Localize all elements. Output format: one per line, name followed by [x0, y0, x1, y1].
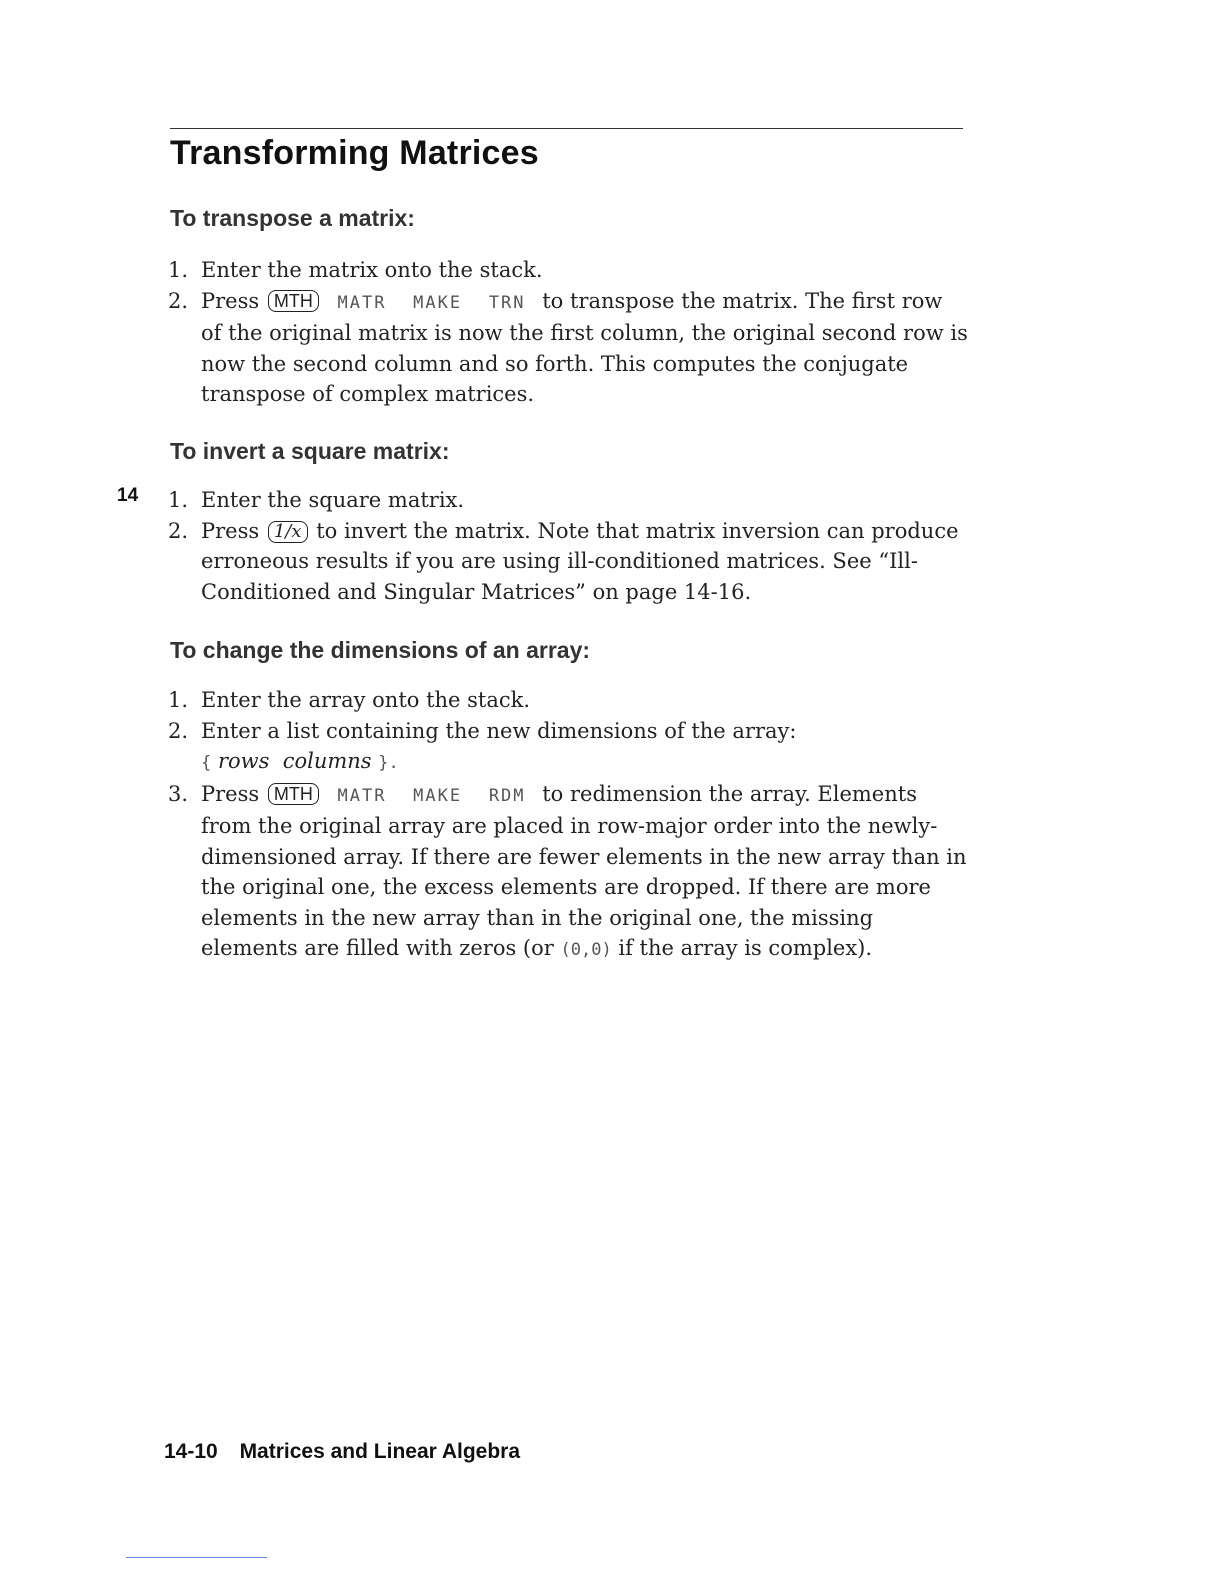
menu-label-rdm: RDM [488, 785, 526, 806]
menu-label-make: MAKE [413, 292, 463, 313]
page-footer [164, 1440, 520, 1464]
redimension-steps [168, 685, 968, 966]
chapter-name: Matrices and Linear Algebra [239, 1440, 521, 1463]
list-close-brace: }. [378, 753, 399, 773]
mth-key: MTH [268, 783, 319, 805]
list-item: 2. Press 1/x to invert the matrix. Note that matrix inversion can produce erroneous results if you are using ill-conditioned matrices. See “Ill-Conditioned and Singular Matrices” on page 14-16. [168, 518, 959, 604]
mth-key: MTH [268, 290, 319, 312]
menu-label-matr: MATR [337, 785, 387, 806]
menu-label-make: MAKE [413, 785, 463, 806]
invert-steps [168, 485, 968, 607]
menu-label-matr: MATR [337, 292, 387, 313]
list-item: 1. Enter the array onto the stack. [168, 688, 531, 712]
complex-zero: (0,0) [560, 940, 612, 960]
section-heading-transpose: To transpose a matrix: [170, 205, 415, 231]
transpose-steps [168, 255, 968, 410]
list-item: 2. Enter a list containing the new dimensions of the array: { rows columns }. [168, 718, 797, 773]
section-heading-redimension: To change the dimensions of an array: [170, 637, 591, 663]
list-item: 2. Press MTH MATR MAKE TRN to transpose the matrix. The first row of the original matrix is now the first column, the original second row is now the second column and so forth. This computes the conjugate transpose of complex matrices. [168, 288, 968, 406]
menu-label-trn: TRN [488, 292, 526, 313]
list-open-brace: { [201, 753, 212, 773]
list-item: 1. Enter the square matrix. [168, 488, 465, 512]
chapter-tab: 14 [117, 485, 139, 506]
page-number: 14-10 [164, 1440, 218, 1463]
dimension-list: rows columns [217, 749, 372, 773]
list-item: 3. Press MTH MATR MAKE RDM to redimension the array. Elements from the original array are placed in row-major order into the newly-dimensioned array. If there are fewer elements in the new array than in the original one, the excess elements are dropped. If there are more elements in the new array than in the original one, the missing elements are filled with zeros (or (0,0) if the array is complex). [168, 781, 967, 960]
page-title: Transforming Matrices [170, 134, 539, 172]
top-rule [170, 128, 963, 129]
section-heading-invert: To invert a square matrix: [170, 438, 450, 464]
list-item: 1. Enter the matrix onto the stack. [168, 258, 543, 282]
bottom-rule [126, 1557, 267, 1558]
reciprocal-key: 1/x [268, 521, 308, 543]
